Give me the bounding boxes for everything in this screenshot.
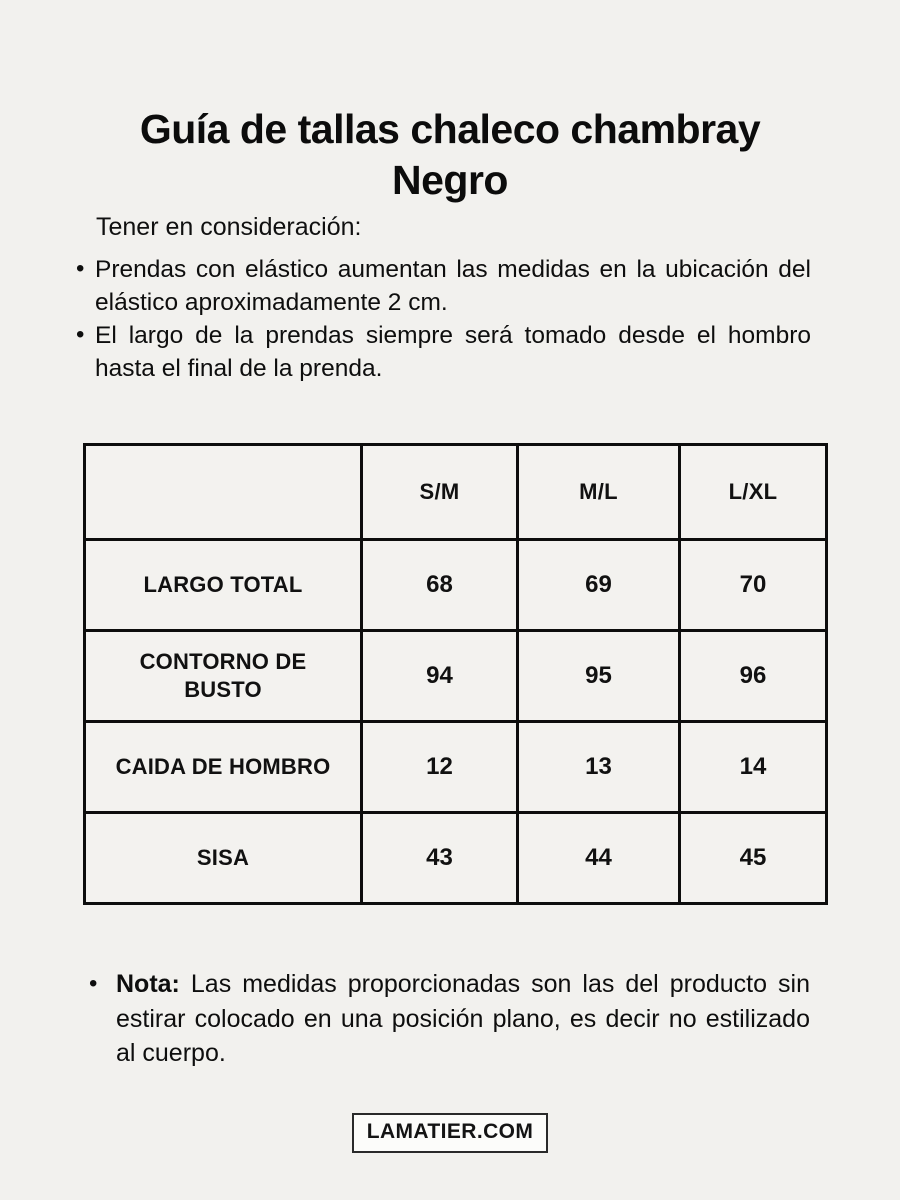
corner-cell [85, 445, 362, 540]
column-header-ml: M/L [518, 445, 680, 540]
page-title [0, 0, 900, 206]
column-header-sm: S/M [362, 445, 518, 540]
value-cell: 14 [680, 722, 827, 813]
row-label-cell: CAIDA DE HOMBRO [85, 722, 362, 813]
note-text: Las medidas proporcionadas son las del producto sin estirar colocado en una posición plano, es decir no estilizado al cuerpo. [116, 970, 810, 1067]
consideration-item [76, 253, 811, 319]
table-row [85, 722, 827, 813]
row-label-cell: CONTORNO DE BUSTO [85, 631, 362, 722]
value-cell: 44 [518, 813, 680, 904]
table-row [85, 631, 827, 722]
column-header-lxl: L/XL [680, 445, 827, 540]
consideration-item [76, 319, 811, 385]
value-cell: 45 [680, 813, 827, 904]
row-label-cell: SISA [85, 813, 362, 904]
page-title-line-1: Guía de tallas chaleco chambray [139, 106, 761, 152]
value-cell: 70 [680, 540, 827, 631]
bullet-icon: • [76, 321, 85, 348]
value-cell: 68 [362, 540, 518, 631]
bullet-icon: • [76, 255, 85, 282]
value-cell: 12 [362, 722, 518, 813]
value-cell: 96 [680, 631, 827, 722]
consideration-list [0, 253, 900, 385]
table-header-row [85, 445, 827, 540]
row-label-cell: LARGO TOTAL [85, 540, 362, 631]
value-cell: 43 [362, 813, 518, 904]
bullet-icon: • [89, 970, 98, 997]
consideration-text: El largo de la prendas siempre será tomado desde el hombro hasta el final de la prenda. [95, 322, 811, 382]
value-cell: 13 [518, 722, 680, 813]
note-label: Nota: [116, 970, 180, 998]
size-guide-table [83, 443, 828, 905]
value-cell: 94 [362, 631, 518, 722]
table-row [85, 540, 827, 631]
value-cell: 95 [518, 631, 680, 722]
note [89, 967, 810, 1071]
consideration-text: Prendas con elástico aumentan las medidas en la ubicación del elástico aproximadamente 2 cm. [95, 256, 811, 316]
table-row [85, 813, 827, 904]
page-title-line-2: Negro [392, 157, 508, 203]
brand-badge: LAMATIER.COM [352, 1113, 549, 1153]
intro-heading: Tener en consideración: [96, 213, 362, 241]
value-cell: 69 [518, 540, 680, 631]
